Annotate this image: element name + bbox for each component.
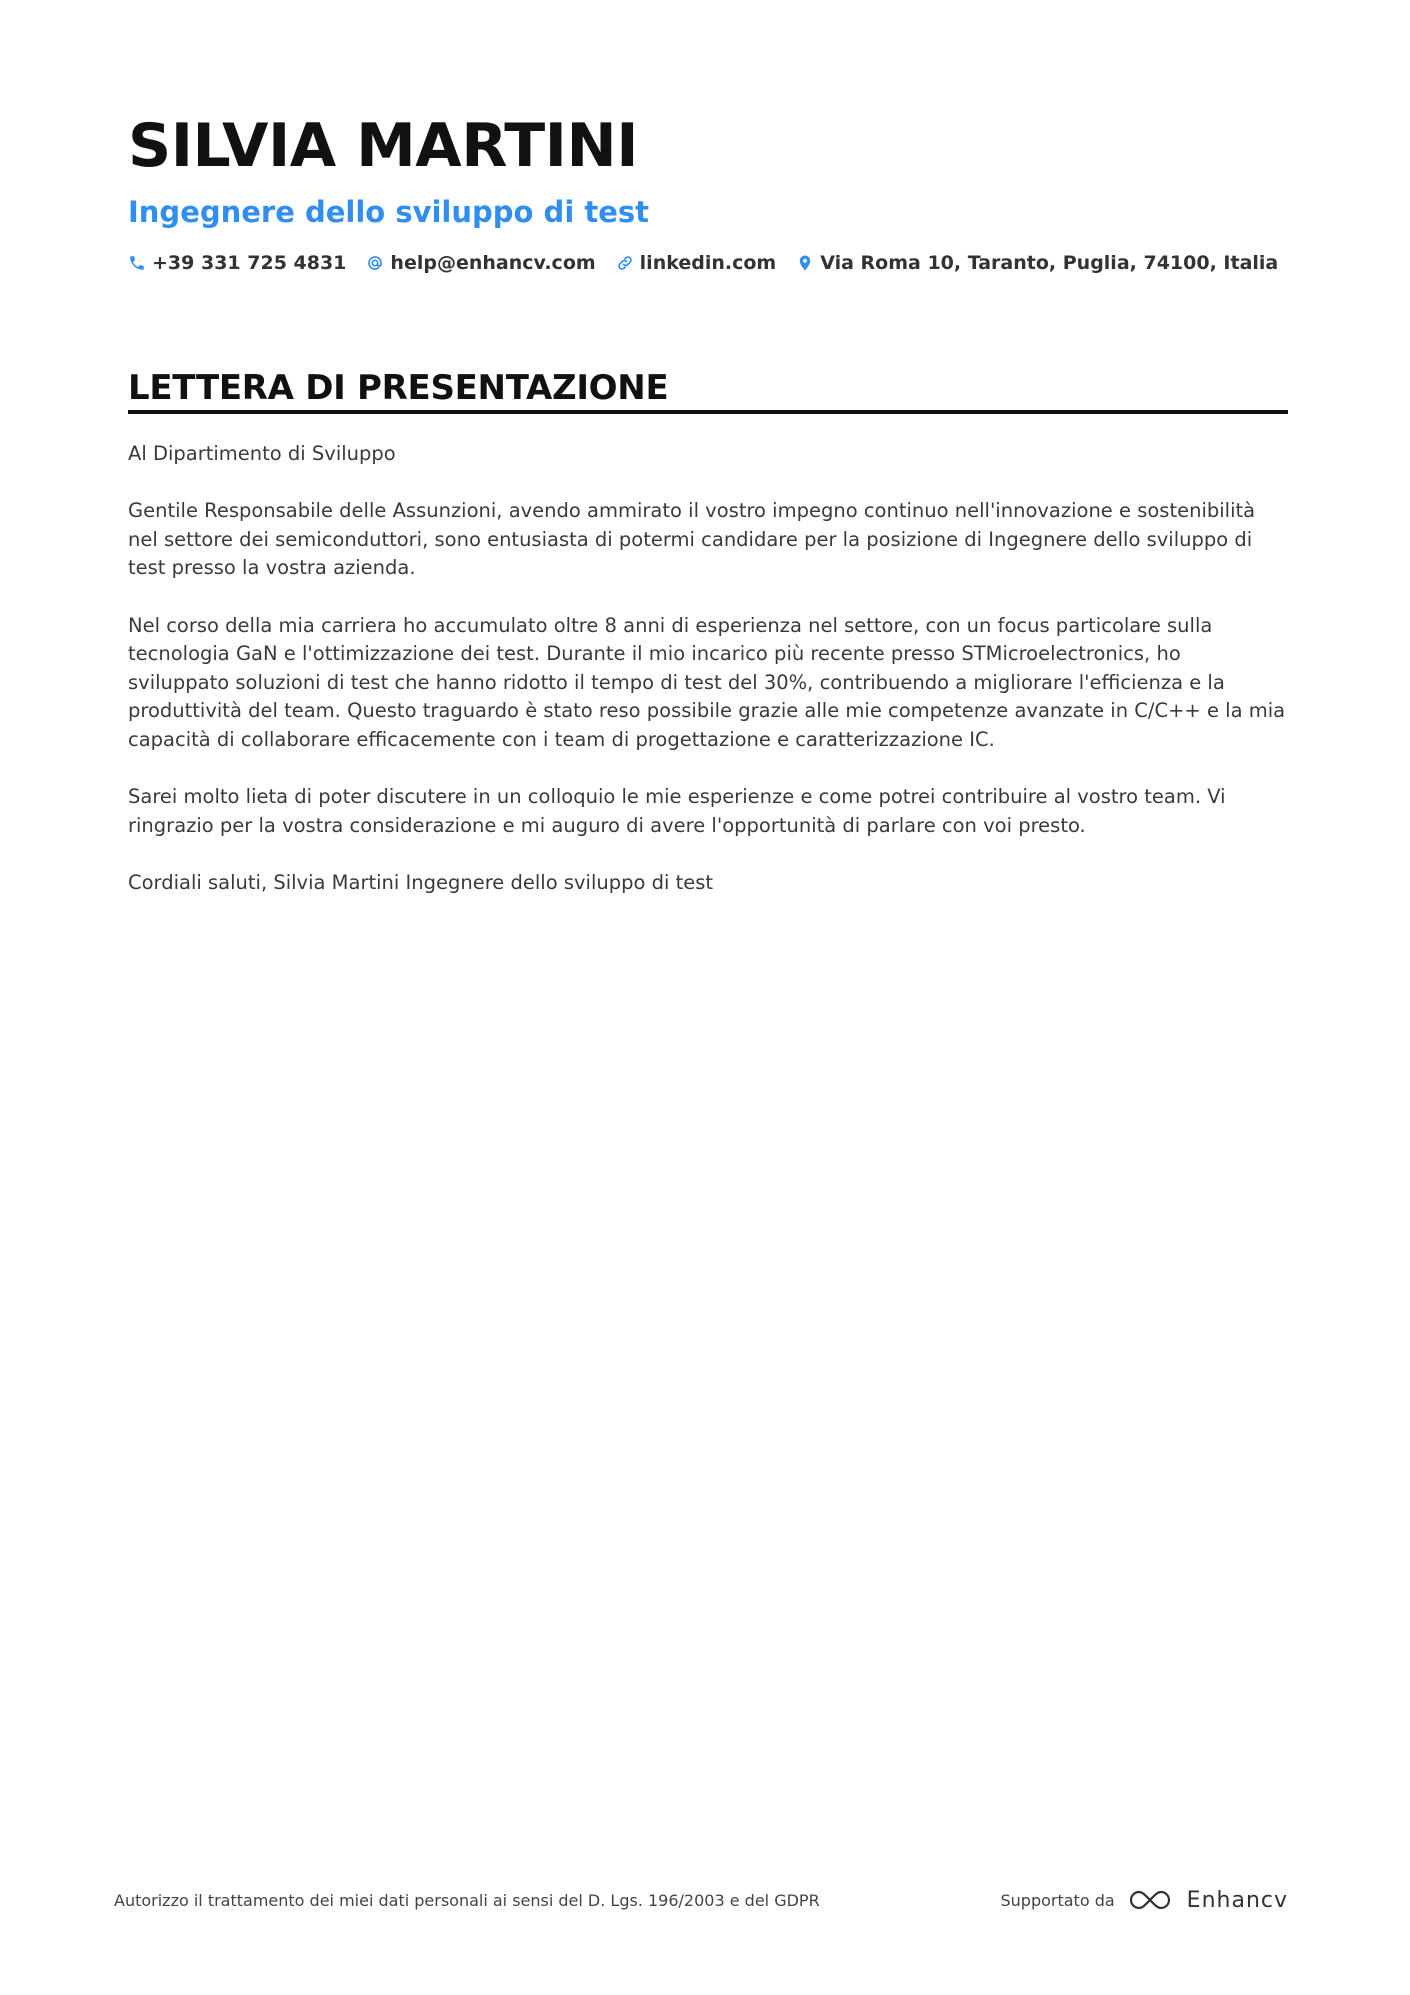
letter-paragraph-intro: Gentile Responsabile delle Assunzioni, avendo ammirato il vostro impegno continuo nell'innovazione e sostenibilità nel settore dei semiconduttori, sono entusiasta di potermi candidare per la posizione di Ingegnere dello sviluppo di test presso la vostra azienda. [128,499,1256,580]
letter-paragraph-closing: Sarei molto lieta di poter discutere in un colloquio le mie esperienze e come potrei contribuire al vostro team. Vi ringrazio per la vostra considerazione e mi auguro di avere l'opportunità di parlare con voi presto. [128,785,1226,837]
powered-by-label: Supportato da [1000,1890,1115,1910]
section-title: LETTERA DI PRESENTAZIONE [128,368,669,408]
candidate-name: SILVIA MARTINI [128,111,639,181]
address-text: Via Roma 10, Taranto, Puglia, 74100, Italia [820,252,1279,274]
letter-paragraph-experience: Nel corso della mia carriera ho accumulato oltre 8 anni di esperienza nel settore, con un focus particolare sulla tecnologia GaN e l'ottimizzazione dei test. Durante il mio incarico più recente presso STMicroelectronics, ho sviluppato soluzioni di test che hanno ridotto il tempo di test del 30%, contribuendo a migliorare l'efficienza e la produttività del team. Questo traguardo è stato reso possibile grazie alle mie competenze avanzate in C/C++ e la mia capacità di collaborare efficacemente con i team di progettazione e caratterizzazione IC. [128,613,1286,751]
footer [114,1880,1288,1920]
contact-phone [128,252,346,274]
email-text[interactable]: help@enhancv.com [390,252,596,274]
contact-bar [128,252,1288,274]
phone-text: +39 331 725 4831 [152,252,347,274]
phone-icon [128,254,146,272]
letter-signature: Cordiali saluti, Silvia Martini Ingegnere dello sviluppo di test [128,870,714,894]
link-icon [616,254,634,272]
linkedin-text[interactable]: linkedin.com [639,252,777,274]
location-pin-icon [796,254,814,272]
infinity-logo-icon [1127,1887,1173,1913]
header [128,108,1288,274]
candidate-role: Ingegnere dello sviluppo di test [128,195,650,229]
brand-name: Enhancv [1186,1887,1288,1913]
brand-logo[interactable] [1127,1887,1288,1913]
contact-linkedin[interactable] [616,252,777,274]
letter-body [128,440,1288,926]
privacy-note: Autorizzo il trattamento dei miei dati personali ai sensi del D. Lgs. 196/2003 e del GDPR [114,1890,820,1910]
letter-recipient: Al Dipartimento di Sviluppo [128,442,396,465]
contact-address [796,252,1278,274]
at-icon [366,254,384,272]
powered-by[interactable] [1001,1887,1289,1913]
contact-email[interactable] [366,252,595,274]
section-divider [128,410,1288,414]
